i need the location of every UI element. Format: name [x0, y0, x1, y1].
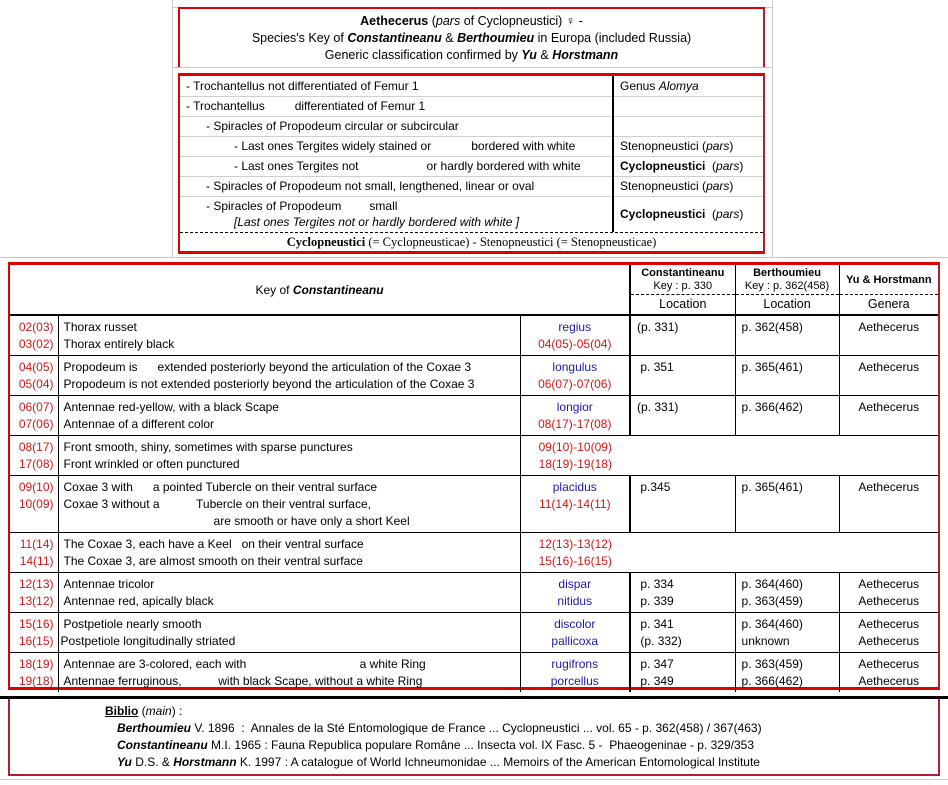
title-rest: of Cyclopneustici) ♀ - [460, 14, 583, 28]
description-line: Propodeum is not extended posteriorly beyond the articulation of the Coxae 3 [63, 376, 475, 391]
couplet-codes [10, 652, 58, 692]
sheet-gridline [0, 257, 948, 258]
bibliography-box [8, 699, 940, 776]
species-cell [520, 612, 630, 652]
criterion-part: - Trochantellus [186, 99, 265, 113]
species-key-box [8, 262, 940, 690]
species-name: porcellus [550, 673, 599, 688]
sheet-gridline [0, 779, 948, 780]
page-ref: p. 351 [637, 359, 674, 374]
empty-cell [630, 435, 938, 475]
genus-cell [839, 355, 938, 395]
biblio-text: M.I. 1965 : Fauna Republica populare Române ... Insecta vol. IX Fasc. 5 - Phaeogeninae - p. 329/353 [207, 738, 754, 752]
key-header-row [10, 265, 938, 294]
couplet-codes [10, 532, 58, 572]
criterion-part: - Last ones Tergites not [234, 159, 359, 173]
genus-name: Aethecerus [858, 673, 920, 688]
classification-criterion [180, 96, 613, 116]
title-line-3 [180, 47, 763, 64]
key-row [10, 315, 938, 355]
title-line-2 [180, 30, 763, 47]
key-title [10, 265, 630, 315]
description-line: The Coxae 3, each have a Keel on their ventral surface [63, 536, 364, 551]
species-name: pallicoxa [551, 633, 599, 648]
page-ref: p. 341 [637, 616, 674, 631]
key-title-author: Constantineanu [292, 282, 384, 297]
description-line: Front wrinkled or often punctured [63, 456, 240, 471]
criterion-part: - Last ones Tergites widely stained or [234, 139, 432, 153]
genus-cell [839, 395, 938, 435]
page-ref: p. 334 [637, 576, 674, 591]
couplet-code: 08(17) [18, 439, 54, 454]
page-ref: p. 347 [637, 656, 674, 671]
constantineanu-location [630, 572, 735, 612]
result-text: ) [729, 139, 734, 153]
description-line: Antennae ferruginous, with black Scape, without a white Ring [63, 673, 423, 688]
genus-name: Aethecerus [858, 399, 920, 414]
pars-label: pars [435, 14, 461, 28]
berthoumieu-location [735, 315, 839, 355]
genus-name: Aethecerus [858, 633, 920, 648]
genus-name: Aethecerus [858, 593, 920, 608]
classification-row [180, 156, 763, 176]
genus-name: Aethecerus [360, 14, 429, 28]
couplet-code: 04(05) [18, 359, 54, 374]
key-row [10, 395, 938, 435]
page-ref: p. 365(461) [741, 359, 803, 374]
biblio-heading: Biblio (main) : [105, 704, 183, 718]
couplet-description [58, 652, 520, 692]
result-text: ) [729, 179, 734, 193]
species-name: rugifrons [551, 656, 599, 671]
ampersand: & [536, 48, 553, 62]
berthoumieu-location [735, 355, 839, 395]
biblio-author: Yu [117, 755, 132, 769]
page-ref: p. 366(462) [741, 673, 803, 688]
page-ref: p. 363(459) [741, 593, 803, 608]
species-cell [520, 395, 630, 435]
couplet-code: 06(07) [18, 399, 54, 414]
classification-criterion [180, 136, 613, 156]
key-row [10, 572, 938, 612]
col-sub-location: Location [630, 294, 735, 315]
author-constantineanu: Constantineanu [347, 31, 442, 45]
key-row [10, 652, 938, 692]
couplet-description [58, 572, 520, 612]
classification-criterion: - Trochantellus not differentiated of Femur 1 [180, 76, 613, 96]
genus-alomya: Alomya [658, 78, 699, 93]
biblio-author: Berthoumieu [117, 721, 192, 735]
species-cell [520, 315, 630, 355]
biblio-entry [105, 720, 938, 737]
title-post: in Europa (included Russia) [534, 31, 692, 45]
criterion-part: - Spiracles of Propodeum [206, 199, 342, 214]
col-key-page: Key : p. 330 [653, 280, 713, 292]
key-row [10, 355, 938, 395]
result-cyclopneustici: Cyclopneustici [620, 159, 706, 173]
sheet-gridline [172, 67, 772, 68]
classification-result [613, 96, 763, 116]
genus-cell [839, 572, 938, 612]
classification-result [613, 176, 763, 196]
result-text: Stenopneustici ( [620, 139, 707, 153]
species-name: longulus [552, 359, 598, 374]
couplet-ref: 06(07)-07(06) [538, 376, 612, 391]
species-name: discolor [554, 616, 596, 631]
species-cell [520, 355, 630, 395]
berthoumieu-location [735, 652, 839, 692]
description-line: Front smooth, shiny, sometimes with sparse punctures [63, 439, 353, 454]
couplet-code: 12(13) [18, 576, 54, 591]
couplet-codes [10, 572, 58, 612]
species-name: regius [558, 320, 592, 334]
description-line: Antennae red-yellow, with a black Scape [63, 399, 279, 414]
classification-criterion [180, 196, 613, 232]
couplet-code: 10(09) [18, 496, 54, 511]
classification-result: Cyclopneustici (pars) [613, 196, 763, 232]
constantineanu-location [630, 652, 735, 692]
classification-row [180, 76, 763, 96]
footer-text: (= Cyclopneusticae) - Stenopneustici (= Stenopneusticae) [365, 235, 657, 249]
constantineanu-location [630, 612, 735, 652]
key-title-pre: Key of [255, 282, 293, 297]
classification-criterion: - Spiracles of Propodeum circular or subcircular [180, 116, 613, 136]
page-ref: (p. 331) [637, 399, 679, 414]
page-ref: unknown [741, 633, 790, 648]
couplet-description [58, 435, 520, 475]
couplet-code: 19(18) [18, 673, 54, 688]
description-line: Postpetiole nearly smooth [63, 616, 202, 631]
biblio-text: V. 1896 : Annales de la Sté Entomologique de France ... Cyclopneustici ... vol. 65 - p. 362(458) / 367(463) [191, 721, 762, 735]
biblio-author: Horstmann [173, 755, 237, 769]
constantineanu-location [630, 315, 735, 355]
couplet-code: 17(08) [18, 456, 54, 471]
biblio-author: Constantineanu [117, 738, 208, 752]
biblio-entry [105, 737, 938, 754]
couplet-codes [10, 435, 58, 475]
col-sub-genera: Genera [839, 294, 938, 315]
couplet-codes [10, 612, 58, 652]
description-line: Coxae 3 with a pointed Tubercle on their ventral surface [63, 479, 378, 494]
title-pre: Species's Key of [251, 31, 348, 45]
description-line: Antennae are 3-colored, each with a white Ring [63, 656, 426, 671]
constantineanu-location [630, 475, 735, 532]
criterion-part: differentiated of Femur 1 [294, 99, 426, 113]
couplet-code: 15(16) [18, 616, 54, 631]
classification-result: Cyclopneustici (pars) [613, 156, 763, 176]
couplet-codes [10, 475, 58, 532]
couplet-ref: 08(17)-17(08) [538, 416, 612, 431]
description-line: Antennae tricolor [63, 576, 155, 591]
couplet-ref: 15(16)-16(15) [538, 553, 612, 568]
biblio-note: main [145, 704, 172, 718]
species-name: dispar [558, 576, 592, 591]
genus-name: Aethecerus [858, 359, 920, 374]
title-line-1: Aethecerus (pars of Cyclopneustici) ♀ - [360, 14, 583, 28]
berthoumieu-location [735, 612, 839, 652]
key-row [10, 475, 938, 532]
couplet-codes [10, 355, 58, 395]
description-line: Propodeum is extended posteriorly beyond the articulation of the Coxae 3 [63, 359, 472, 374]
page-ref: p. 339 [637, 593, 674, 608]
page-ref: p. 365(461) [741, 479, 803, 494]
couplet-code: 09(10) [18, 479, 54, 494]
page-ref: p. 364(460) [741, 576, 803, 591]
couplet-code: 02(03) [18, 320, 54, 334]
berthoumieu-location [735, 475, 839, 532]
col-header-constantineanu [630, 265, 735, 294]
empty-cell [630, 532, 938, 572]
couplet-ref: 11(14)-14(11) [538, 496, 611, 511]
pars-label: pars [716, 207, 740, 222]
couplet-code: 05(04) [18, 376, 54, 391]
key-row [10, 435, 938, 475]
classification-footer [180, 232, 763, 252]
result-text: Stenopneustici ( [620, 179, 707, 193]
couplet-ref: 12(13)-13(12) [538, 536, 612, 551]
species-cell [520, 572, 630, 612]
genus-cell [839, 652, 938, 692]
couplet-codes [10, 315, 58, 355]
couplet-code: 03(02) [18, 337, 54, 351]
species-name: longior [556, 399, 593, 414]
footer-cyclopneustici: Cyclopneustici [286, 235, 366, 249]
col-header-yu-horstmann [839, 265, 938, 294]
genus-name: Aethecerus [858, 479, 920, 494]
classification-row [180, 176, 763, 196]
sheet-gridline [772, 0, 773, 258]
col-name: Constantineanu [641, 267, 725, 279]
classification-table [180, 76, 763, 232]
classification-criterion: - Spiracles of Propodeum not small, lengthened, linear or oval [180, 176, 613, 196]
key-row [10, 612, 938, 652]
biblio-entry [105, 754, 938, 771]
description-line: are smooth or have only a short Keel [63, 513, 410, 528]
classification-row [180, 136, 763, 156]
result-text: Genus [620, 78, 659, 93]
genus-name: Aethecerus [858, 320, 920, 334]
description-line: The Coxae 3, are almost smooth on their ventral surface [63, 553, 363, 568]
constantineanu-location [630, 355, 735, 395]
description-line: Antennae of a different color [63, 416, 215, 431]
species-name: nitidus [557, 593, 593, 608]
genus-cell [839, 612, 938, 652]
key-row [10, 532, 938, 572]
berthoumieu-location [735, 572, 839, 612]
sheet-gridline [172, 0, 173, 258]
classification-row [180, 116, 763, 136]
page-ref: p. 366(462) [741, 399, 803, 414]
couplet-code: 13(12) [18, 593, 54, 608]
berthoumieu-location [735, 395, 839, 435]
couplet-description [58, 612, 520, 652]
col-header-berthoumieu [735, 265, 839, 294]
col-key-page: Key : p. 362(458) [744, 280, 830, 292]
criterion-part: small [369, 199, 398, 214]
couplet-ref: 04(05)-05(04) [538, 337, 612, 351]
couplet-description [58, 395, 520, 435]
species-cell [520, 435, 630, 475]
criterion-part: bordered with white [471, 139, 576, 153]
author-horstmann: Horstmann [552, 48, 619, 62]
author-berthoumieu: Berthoumieu [457, 31, 535, 45]
couplet-description [58, 532, 520, 572]
criterion-note: [Last ones Tergites not or hardly bordered with white ] [234, 215, 520, 230]
description-line: Thorax russet [63, 320, 137, 334]
species-cell [520, 475, 630, 532]
classification-result [613, 76, 763, 96]
pars-label: pars [716, 159, 740, 173]
classification-row [180, 96, 763, 116]
couplet-ref: 09(10)-10(09) [538, 439, 612, 454]
couplet-description [58, 355, 520, 395]
couplet-codes [10, 395, 58, 435]
genus-cell [839, 315, 938, 355]
description-line: Postpetiole longitudinally striated [60, 633, 236, 648]
couplet-code: 11(14) [19, 536, 54, 551]
species-key-table [10, 265, 938, 692]
col-name: Berthoumieu [753, 267, 821, 279]
couplet-code: 14(11) [19, 553, 54, 568]
couplet-description [58, 475, 520, 532]
author-yu: Yu [521, 48, 537, 62]
classification-criterion [180, 156, 613, 176]
couplet-description [58, 315, 520, 355]
constantineanu-location [630, 395, 735, 435]
biblio-text: D.S. & [131, 755, 174, 769]
description-line: Thorax entirely black [63, 337, 175, 351]
criterion-part: or hardly bordered with white [426, 159, 581, 173]
species-name: placidus [552, 479, 597, 494]
classification-row [180, 196, 763, 232]
page-ref: p. 364(460) [741, 616, 803, 631]
species-cell [520, 532, 630, 572]
pars-label: pars [706, 139, 730, 153]
title-box [178, 7, 765, 67]
biblio-title: Biblio [105, 704, 139, 718]
pars-label: pars [706, 179, 730, 193]
col-name: Yu & Horstmann [845, 273, 932, 286]
classification-result [613, 136, 763, 156]
classification-result [613, 116, 763, 136]
page-ref: p. 362(458) [741, 320, 803, 334]
species-cell [520, 652, 630, 692]
page-ref: p. 349 [637, 673, 674, 688]
result-cyclopneustici: Cyclopneustici [620, 207, 706, 222]
title-pre: Generic classification confirmed by [324, 48, 522, 62]
genus-name: Aethecerus [858, 656, 920, 671]
classification-box [178, 73, 765, 254]
biblio-text: K. 1997 : A catalogue of World Ichneumonidae ... Memoirs of the American Entomological Institute [236, 755, 760, 769]
couplet-code: 18(19) [18, 656, 54, 671]
couplet-code: 07(06) [18, 416, 54, 431]
couplet-code: 16(15) [18, 633, 54, 648]
description-line: Antennae red, apically black [63, 593, 214, 608]
genus-name: Aethecerus [858, 616, 920, 631]
col-sub-location: Location [735, 294, 839, 315]
page-ref: (p. 332) [637, 633, 682, 648]
page-ref: p.345 [637, 479, 671, 494]
page-ref: (p. 331) [637, 320, 679, 334]
page-ref: p. 363(459) [741, 656, 803, 671]
couplet-ref: 18(19)-19(18) [538, 456, 612, 471]
description-line: Coxae 3 without a Tubercle on their ventral surface, [63, 496, 371, 511]
genus-name: Aethecerus [858, 576, 920, 591]
ampersand: & [441, 31, 458, 45]
genus-cell [839, 475, 938, 532]
